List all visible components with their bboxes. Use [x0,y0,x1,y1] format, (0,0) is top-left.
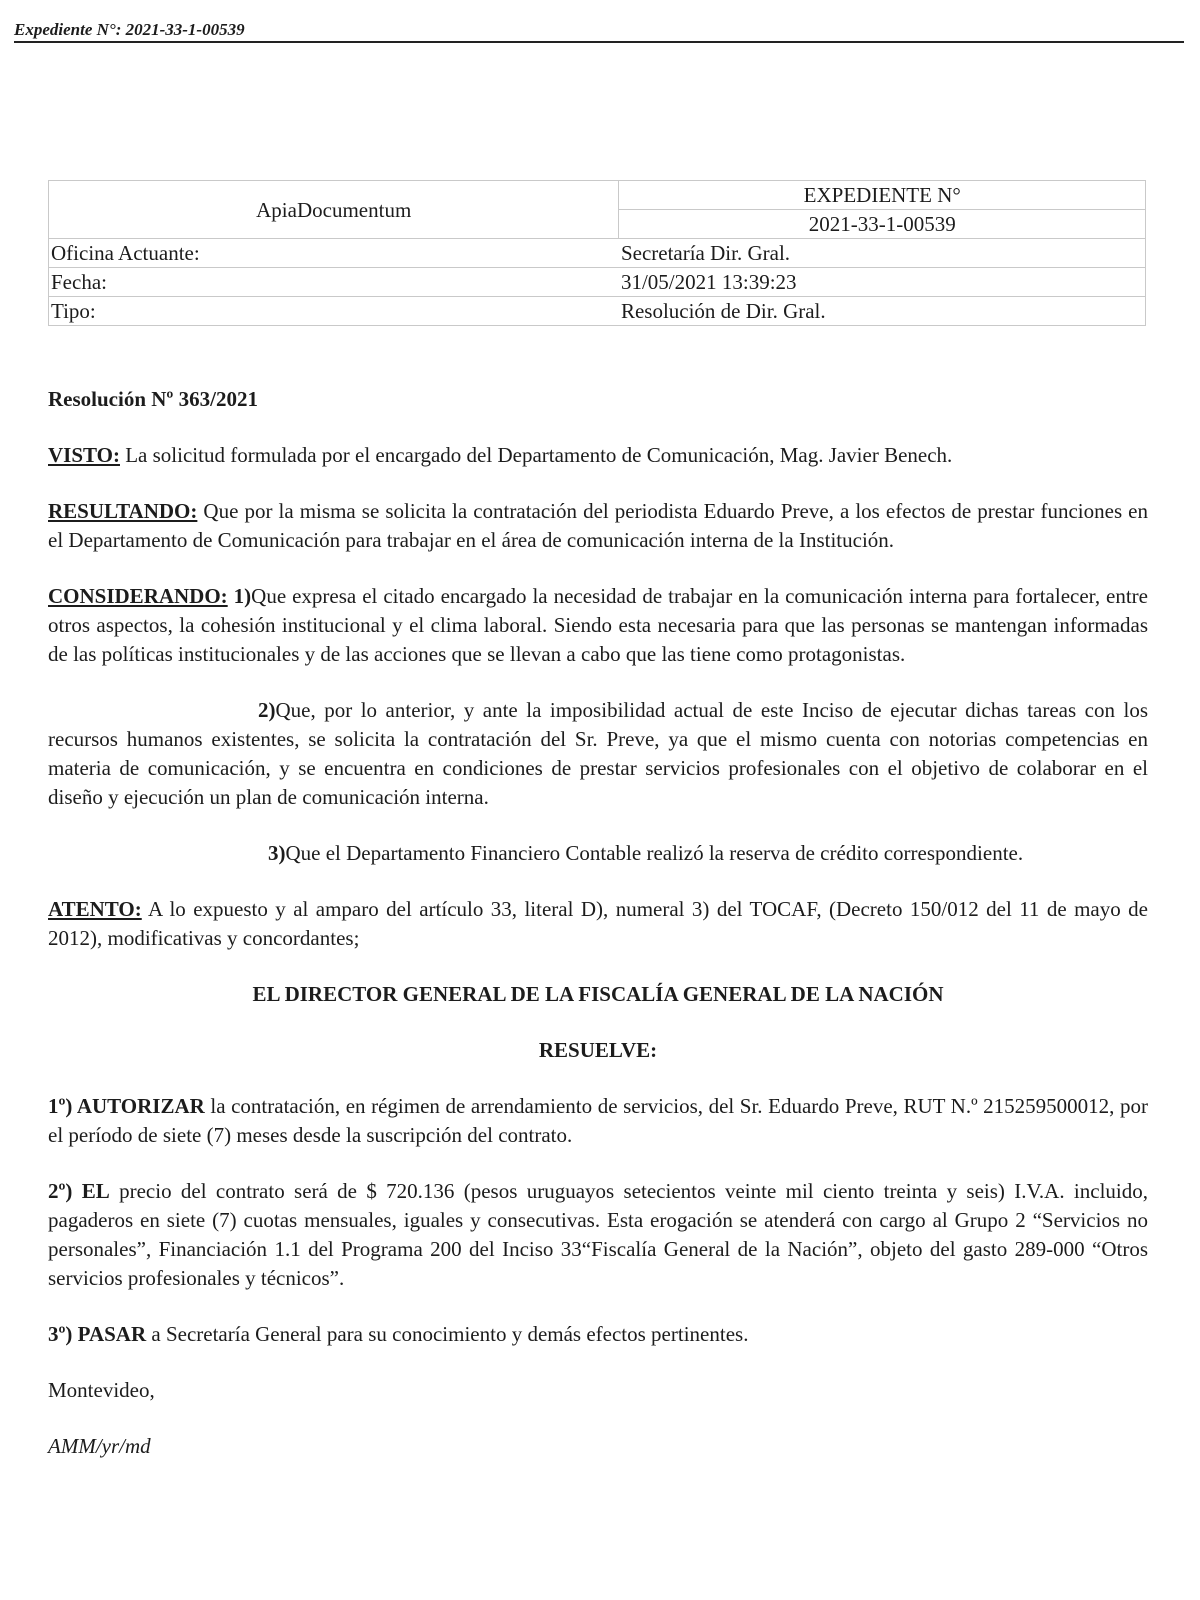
considerando-1-number: 1) [227,584,252,608]
place-line: Montevideo, [48,1378,155,1402]
considerando-3-text: Que el Departamento Financiero Contable realizó la reserva de crédito correspondiente. [285,841,1024,865]
date-label: Fecha: [49,268,619,297]
type-value: Resolución de Dir. Gral. [619,297,1146,326]
resultando-text: Que por la misma se solicita la contratación del periodista Eduardo Preve, a los efectos de prestar funciones en el Departamento de Comunicación para trabajar en el área de comunicación interna de la Institución. [48,499,1148,552]
resolve-item-1-text: la contratación, en régimen de arrendamiento de servicios, del Sr. Eduardo Preve, RUT N.º 215259500012, por el período de siete (7) meses desde la suscripción del contrato. [48,1094,1148,1147]
visto-text: La solicitud formulada por el encargado del Departamento de Comunicación, Mag. Javier Benech. [119,443,953,467]
office-label: Oficina Actuante: [49,239,619,268]
considerando-1-text: Que expresa el citado encargado la necesidad de trabajar en la comunicación interna para fortalecer, entre otros aspectos, la cohesión institucional y el clima laboral. Siendo esta necesaria para que las personas se mantengan informadas de las políticas institucionales y de las acciones que se llevan a cabo que las tiene como protagonistas. [48,584,1149,666]
resolve-item-3 [48,1320,1148,1349]
resolution-body [48,385,1148,1488]
app-name: ApiaDocumentum [49,181,619,239]
type-label: Tipo: [49,297,619,326]
resolution-title: Resolución Nº 363/2021 [48,387,258,411]
expediente-number: 2021-33-1-00539 [619,210,1146,239]
director-heading: EL DIRECTOR GENERAL DE LA FISCALÍA GENERAL DE LA NACIÓN [252,982,944,1006]
considerando-2-paragraph [48,696,1148,812]
resultando-paragraph [48,497,1148,555]
visto-label: VISTO: [48,443,120,467]
resolve-item-3-lead: 3º) PASAR [48,1322,147,1346]
atento-text: A lo expuesto y al amparo del artículo 33, literal D), numeral 3) del TOCAF, (Decreto 150/012 del 11 de mayo de 2012), modificativas y concordantes; [48,897,1148,950]
resuelve-heading: RESUELVE: [538,1038,658,1062]
considerando-3-paragraph [48,839,1148,868]
resolve-item-1-lead: 1º) AUTORIZAR [48,1094,205,1118]
resolve-item-3-text: a Secretaría General para su conocimiento y demás efectos pertinentes. [146,1322,749,1346]
considerando-2-text: Que, por lo anterior, y ante la imposibilidad actual de este Inciso de ejecutar dichas tareas con los recursos humanos existentes, se solicita la contratación del Sr. Preve, ya que el mismo cuenta con notorias competencias en materia de comunicación, y se encuentra en condiciones de prestar servicios profesionales con el objetivo de colaborar en el diseño y ejecución un plan de comunicación interna. [48,698,1148,809]
office-value: Secretaría Dir. Gral. [619,239,1146,268]
considerando-1-paragraph [48,582,1148,669]
atento-label: ATENTO: [48,897,142,921]
date-value: 31/05/2021 13:39:23 [619,268,1146,297]
considerando-2-number: 2) [258,698,276,722]
resolve-item-1 [48,1092,1148,1150]
resultando-label: RESULTANDO: [48,499,198,523]
expediente-label: EXPEDIENTE N° [619,181,1146,210]
resolve-item-2 [48,1177,1148,1293]
considerando-label: CONSIDERANDO: [48,584,228,608]
document-metadata-table [48,180,1146,326]
atento-paragraph [48,895,1148,953]
visto-paragraph [48,441,1148,470]
running-head: Expediente N°: 2021-33-1-00539 [14,20,1184,43]
resolve-item-2-lead: 2º) EL [48,1179,110,1203]
considerando-3-number: 3) [268,841,286,865]
initials: AMM/yr/md [48,1434,151,1458]
resolve-item-2-text: precio del contrato será de $ 720.136 (pesos uruguayos setecientos veinte mil ciento treinta y seis) I.V.A. incluido, pagaderos en siete (7) cuotas mensuales, iguales y consecutivas. Esta erogación se atenderá con cargo al Grupo 2 “Servicios no personales”, Financiación 1.1 del Programa 200 del Inciso 33“Fiscalía General de la Nación”, objeto del gasto 289-000 “Otros servicios profesionales y técnicos”. [48,1179,1148,1290]
